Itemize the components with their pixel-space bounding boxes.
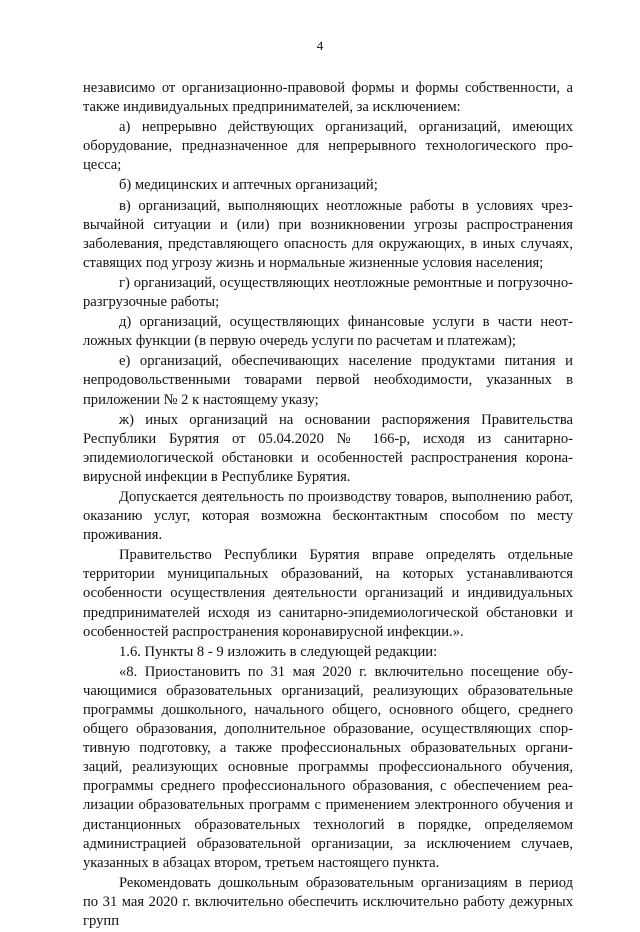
paragraph: а) непрерывно действующих организаций, организаций, имеющих оборудование, предназначенное для непрерывного технологического процесса; [83,119,573,174]
paragraph: «8. Приостановить по 31 мая 2020 г. включительно посещение обучающимися образовательных организаций, реализующих образовательные программы дошкольного, начального общего, основного общего, среднего общего образования, дополнительное образование, осуществляющих спортивную подготовку, а также профессиональных образовательных организаций, реализующих основные программы профессионального обучения, программы среднего профессионального образования, с обеспечением реализации образовательных программ с применением электронного обучения и дистанционных образовательных технологий в порядке, определяемом администрацией образовательной организации, за исключением случаев, указанных в абзацах втором, третьем настоящего пункта. [83,663,573,871]
paragraph: Правительство Республики Бурятия вправе определять отдельные территории муниципальных образований, на которых устанавливаются особенности осуществления деятельности организаций и индивидуальных предпринимателей исходя из санитарно-эпидемиологической обстановки и особенностей распространения коронавирусной инфекции.». [83,547,573,640]
document-body [83,79,573,932]
paragraph: б) медицинских и аптечных организаций; [119,177,378,194]
paragraph: в) организаций, выполняющих неотложные работы в условиях чрезвычайной ситуации и (или) при возникновении угрозы распространения заболевания, представляющего опасность для окружающих, в иных случаях, ставящих под угрозу жизнь и нормальные жизненные условия населения; [83,197,573,271]
paragraph: независимо от организационно-правовой формы и формы собственности, а также индивидуальных предпринимателей, за исключением: [83,80,573,116]
paragraph: е) организаций, обеспечивающих население продуктами питания и непродовольственными товарами первой необходимости, указанных в приложении № 2 к настоящему указу; [83,353,573,408]
page-number: 4 [316,38,324,53]
paragraph: ж) иных организаций на основании распоряжения Правительства Республики Бурятия от 05.04.2020 № 166-р, исходя из санитарно-эпидемиологической обстановки и особенностей распространения коронавирусной инфекции в Республике Бурятия. [83,411,573,485]
paragraph: Допускается деятельность по производству товаров, выполнению работ, оказанию услуг, которая возможна бесконтактным способом по месту проживания. [83,488,573,544]
paragraph: Рекомендовать дошкольным образовательным организациям в период по 31 мая 2020 г. включительно обеспечить исключительно работу дежурных групп [83,874,573,930]
paragraph: д) организаций, осуществляющих финансовые услуги в части неотложных функции (в первую очередь услуги по расчетам и платежам); [83,314,573,350]
paragraph: г) организаций, осуществляющих неотложные ремонтные и погрузочно-разгрузочные работы; [83,274,573,311]
paragraph: 1.6. Пункты 8 - 9 изложить в следующей редакции: [119,643,438,660]
